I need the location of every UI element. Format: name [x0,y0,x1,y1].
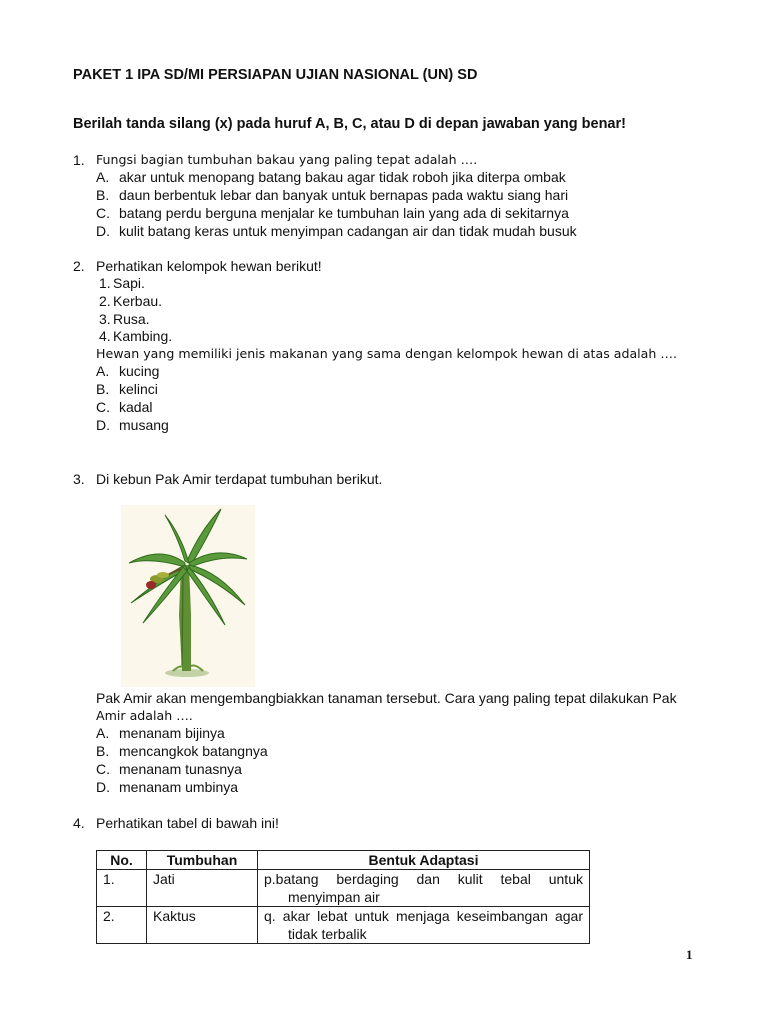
q1-number: 1. [73,152,85,168]
adaptation-line1: q. akar lebat untuk menjaga keseimbangan agar [264,908,583,924]
q3-option-d: menanam umbinya [119,779,239,795]
q2-option-d-letter: D. [96,417,110,433]
q1-option-d: kulit batang keras untuk menyimpan cadangan air dan tidak mudah busuk [119,223,577,239]
q2-animal-4-num: 4. [99,328,111,344]
q1-option-b: daun berbentuk lebar dan banyak untuk bernapas pada waktu siang hari [119,187,569,203]
q1-option-b-letter: B. [96,187,110,203]
q3-option-b-letter: B. [96,743,110,759]
q3-text: Di kebun Pak Amir terdapat tumbuhan berikut. [96,471,383,487]
q2-option-b: kelinci [119,381,158,397]
q4-text: Perhatikan tabel di bawah ini! [96,815,279,831]
banana-plant-icon [121,505,255,687]
q3-option-b: mencangkok batangnya [119,743,268,759]
q2-option-d: musang [119,417,169,433]
page-title: PAKET 1 IPA SD/MI PERSIAPAN UJIAN NASIONAL (UN) SD [73,67,478,83]
table-cell-adaptation [258,907,590,944]
q1-option-a: akar untuk menopang batang bakau agar tidak roboh jika diterpa ombak [119,169,566,185]
q2-animal-2: Kerbau. [113,293,163,309]
q2-text: Perhatikan kelompok hewan berikut! [96,258,322,274]
q1-option-a-letter: A. [96,169,110,185]
table-row [97,907,590,944]
q4-number: 4. [73,815,85,831]
q3-number: 3. [73,471,85,487]
table-row [97,870,590,907]
adaptation-line2: tidak terbalik [288,926,367,942]
q2-question: Hewan yang memiliki jenis makanan yang sama dengan kelompok hewan di atas adalah …. [96,346,677,361]
q3-question-line1: Pak Amir akan mengembangbiakkan tanaman tersebut. Cara yang paling tepat dilakukan Pak [96,690,677,706]
q3-option-c: menanam tunasnya [119,761,242,777]
q2-animal-4: Kambing. [113,328,173,344]
q2-animal-3: Rusa. [113,311,150,327]
table-cell-no: 1. [97,870,147,907]
q1-option-c: batang perdu berguna menjalar ke tumbuhan lain yang ada di sekitarnya [119,205,569,221]
q1-option-c-letter: C. [96,205,110,221]
q3-option-a: menanam bijinya [119,725,225,741]
q2-option-a-letter: A. [96,363,110,379]
table-header-adaptation: Bentuk Adaptasi [258,851,590,870]
q3-option-d-letter: D. [96,779,110,795]
adaptation-line1: p.batang berdaging dan kulit tebal untuk [264,871,583,887]
q2-animal-1-num: 1. [99,275,111,291]
q2-option-b-letter: B. [96,381,110,397]
q2-option-c: kadal [119,399,153,415]
q3-option-c-letter: C. [96,761,110,777]
adaptation-table [96,850,590,944]
q2-option-a: kucing [119,363,160,379]
q3-option-a-letter: A. [96,725,110,741]
table-cell-no: 2. [97,907,147,944]
table-header-no: No. [97,851,147,870]
table-cell-plant: Jati [147,870,258,907]
banana-plant-illustration [121,505,255,687]
q3-question-line2: Amir adalah …. [96,708,193,723]
table-header-plant: Tumbuhan [147,851,258,870]
q2-option-c-letter: C. [96,399,110,415]
table-cell-adaptation [258,870,590,907]
q1-text: Fungsi bagian tumbuhan bakau yang paling tepat adalah …. [96,152,478,167]
q2-animal-3-num: 3. [99,311,111,327]
q2-animal-1: Sapi. [113,275,145,291]
table-header-row [97,851,590,870]
q2-number: 2. [73,258,85,274]
instruction: Berilah tanda silang (x) pada huruf A, B, C, atau D di depan jawaban yang benar! [73,116,626,132]
q1-option-d-letter: D. [96,223,110,239]
q2-animal-2-num: 2. [99,293,111,309]
page-number: 1 [686,947,693,962]
adaptation-line2: menyimpan air [288,889,380,905]
table-cell-plant: Kaktus [147,907,258,944]
